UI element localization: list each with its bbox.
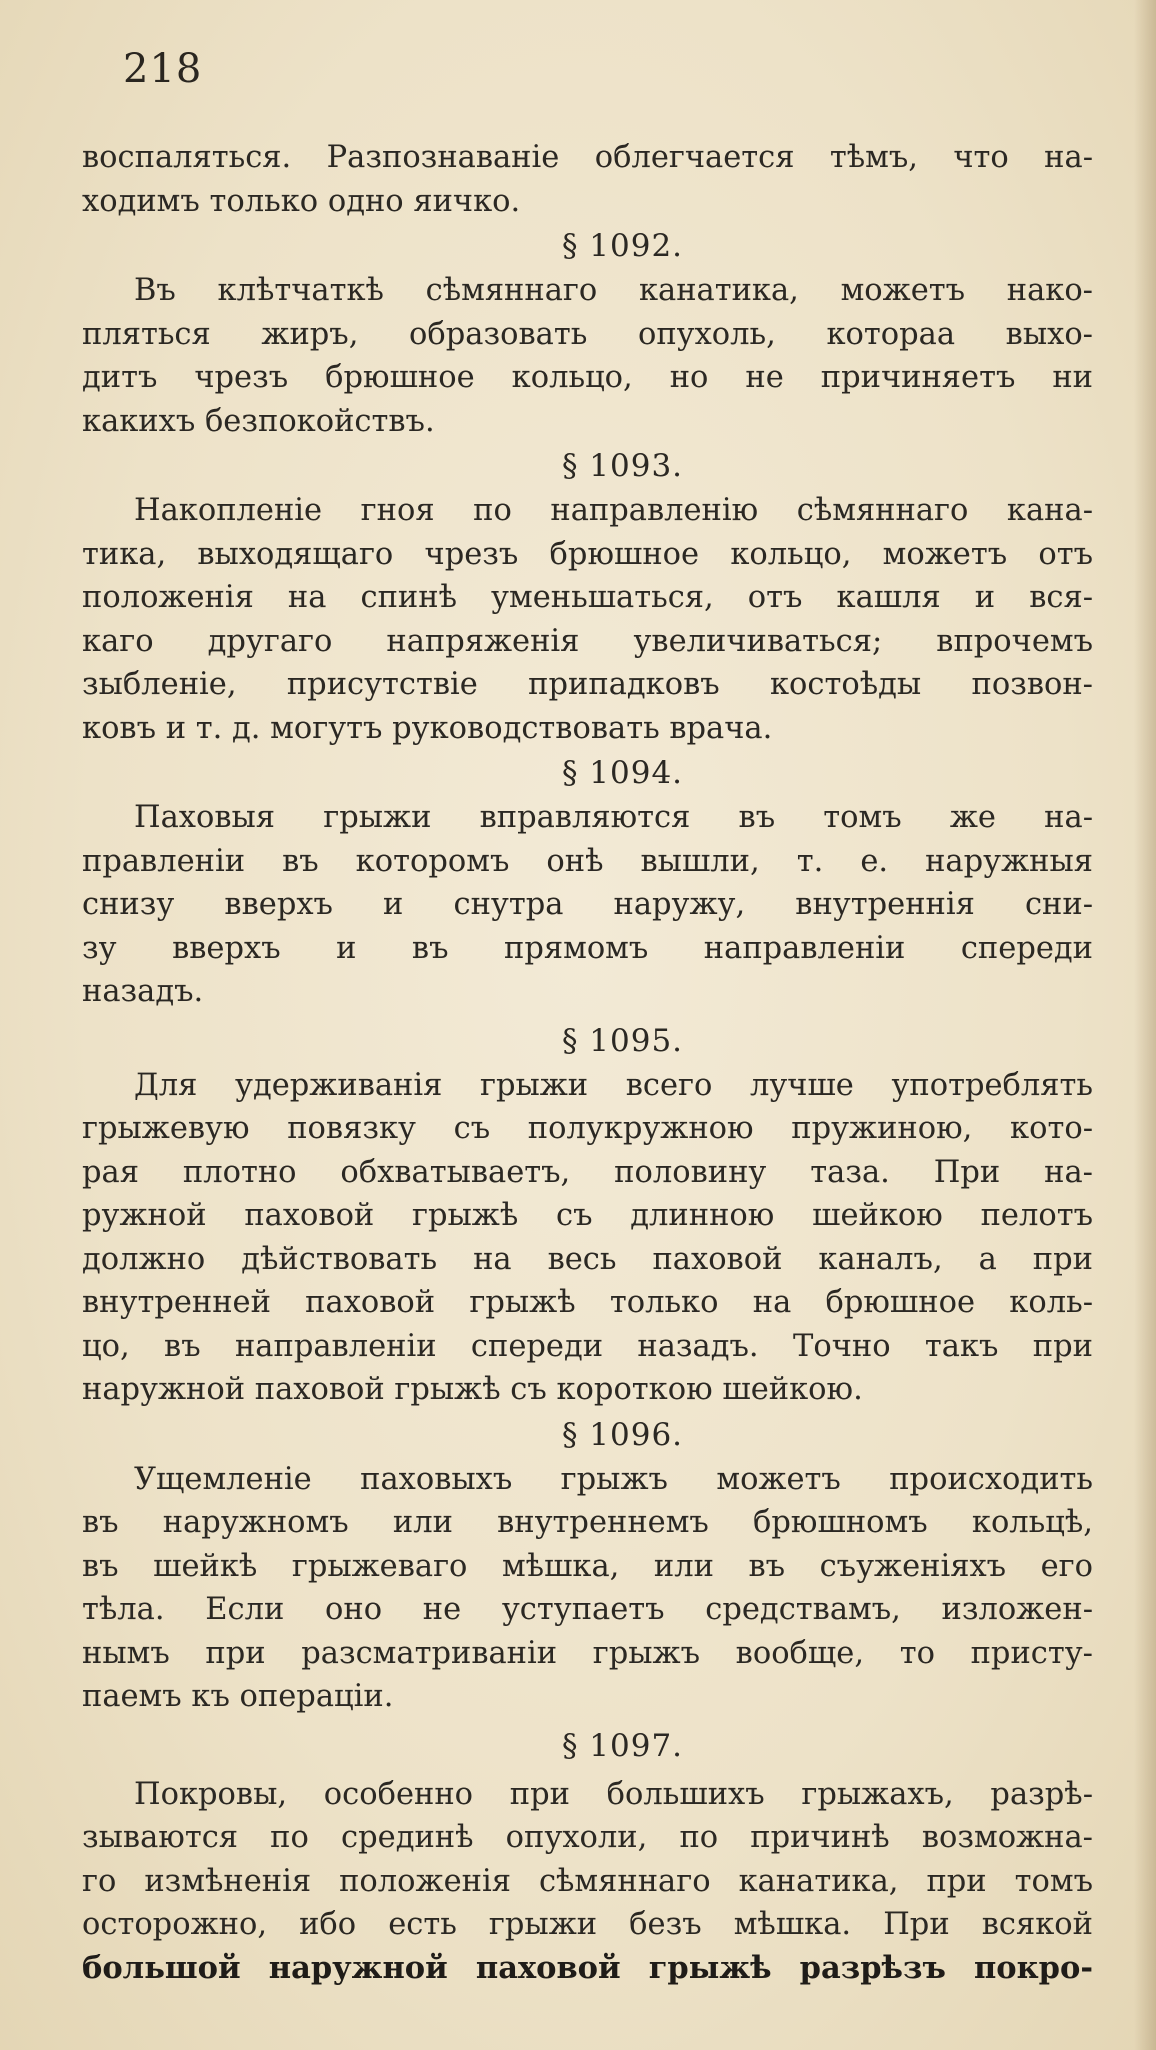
- text-line: зываются по срединѣ опухоли, по причинѣ возможна-: [82, 1820, 1093, 1855]
- text-line: тика, выходящаго чрезъ брюшное кольцо, можетъ отъ: [82, 536, 1093, 572]
- text-line: Ущемленiе паховыхъ грыжъ можетъ происходить: [134, 1461, 1093, 1497]
- text-line: внутренней паховой грыжѣ только на брюшное коль-: [82, 1285, 1093, 1320]
- page-edge-shadow: [1134, 0, 1156, 2050]
- text-line: зу вверхъ и въ прямомъ направленiи спереди: [82, 930, 1093, 966]
- text-line: ходимъ только одно яичко.: [82, 183, 521, 219]
- text-line: тѣла. Если оно не уступаетъ средствамъ, изложен-: [82, 1592, 1093, 1627]
- text-line: наружной паховой грыжѣ съ короткою шейкою.: [82, 1372, 863, 1407]
- text-line: рая плотно обхватываетъ, половину таза. При на-: [82, 1154, 1093, 1190]
- text-line: Накопленiе гноя по направленiю сѣмяннаго кана-: [134, 493, 1093, 528]
- section-heading-1092: § 1092.: [561, 228, 684, 264]
- text-line: должно дѣйствовать на весь паховой каналъ, а при: [82, 1241, 1093, 1277]
- text-line: въ наружномъ или внутреннемъ брюшномъ кольцѣ,: [82, 1505, 1093, 1540]
- text-line: воспаляться. Разпознаванiе облегчается тѣмъ, что на-: [82, 140, 1093, 175]
- text-line: каго другаго напряженiя увеличиваться; впрочемъ: [82, 623, 1093, 659]
- text-line: зыбленiе, присутствiе припадковъ костоѣды позвон-: [82, 667, 1093, 702]
- section-heading-1096: § 1096.: [561, 1416, 684, 1453]
- text-line: въ шейкѣ грыжеваго мѣшка, или въ съуженiяхъ его: [82, 1548, 1093, 1584]
- text-line: Для удерживанiя грыжи всего лучше употреблять: [134, 1067, 1093, 1103]
- text-line: положенiя на спинѣ уменьшаться, отъ кашля и вся-: [82, 580, 1093, 615]
- body-text: [82, 136, 1093, 1990]
- section-heading-1093: § 1093.: [561, 448, 684, 484]
- text-line: пляться жиръ, образовать опухоль, котораа выхо-: [82, 316, 1093, 352]
- text-line: ружной паховой грыжѣ съ длинною шейкою пелотъ: [82, 1198, 1093, 1233]
- text-line: большой наружной паховой грыжѣ разрѣзъ покро-: [82, 1949, 1093, 1986]
- text-line: назадъ.: [82, 974, 204, 1009]
- text-line: Паховыя грыжи вправляются въ томъ же на-: [134, 800, 1093, 835]
- text-line: го измѣненiя положенiя сѣмяннаго канатика, при томъ: [82, 1863, 1093, 1899]
- text-line: осторожно, ибо есть грыжи безъ мѣшка. При всякой: [82, 1907, 1093, 1942]
- text-line: ковъ и т. д. могутъ руководствовать врача.: [82, 710, 773, 746]
- section-heading-1095: § 1095.: [561, 1022, 684, 1059]
- page-number: 218: [123, 46, 203, 92]
- text-line: нымъ при разсматриванiи грыжъ вообще, то присту-: [82, 1635, 1093, 1671]
- section-heading-1097: § 1097.: [561, 1727, 684, 1764]
- text-line: какихъ безпокойствъ.: [82, 403, 435, 439]
- text-line: цо, въ направленiи спереди назадъ. Точно такъ при: [82, 1328, 1093, 1364]
- text-line: грыжевую повязку съ полукружною пружиною, кото-: [82, 1111, 1093, 1146]
- text-line: дитъ чрезъ брюшное кольцо, но не причиняетъ ни: [82, 360, 1093, 395]
- text-line: Въ клѣтчаткѣ сѣмяннаго канатика, можетъ нако-: [134, 273, 1093, 308]
- text-line: правленiи въ которомъ онѣ вышли, т. е. наружныя: [82, 843, 1093, 879]
- text-line: снизу вверхъ и снутра наружу, внутреннiя сни-: [82, 887, 1093, 922]
- text-line: паемъ къ операцiи.: [82, 1679, 394, 1714]
- section-heading-1094: § 1094.: [561, 755, 684, 791]
- text-line: Покровы, особенно при большихъ грыжахъ, разрѣ-: [134, 1776, 1093, 1812]
